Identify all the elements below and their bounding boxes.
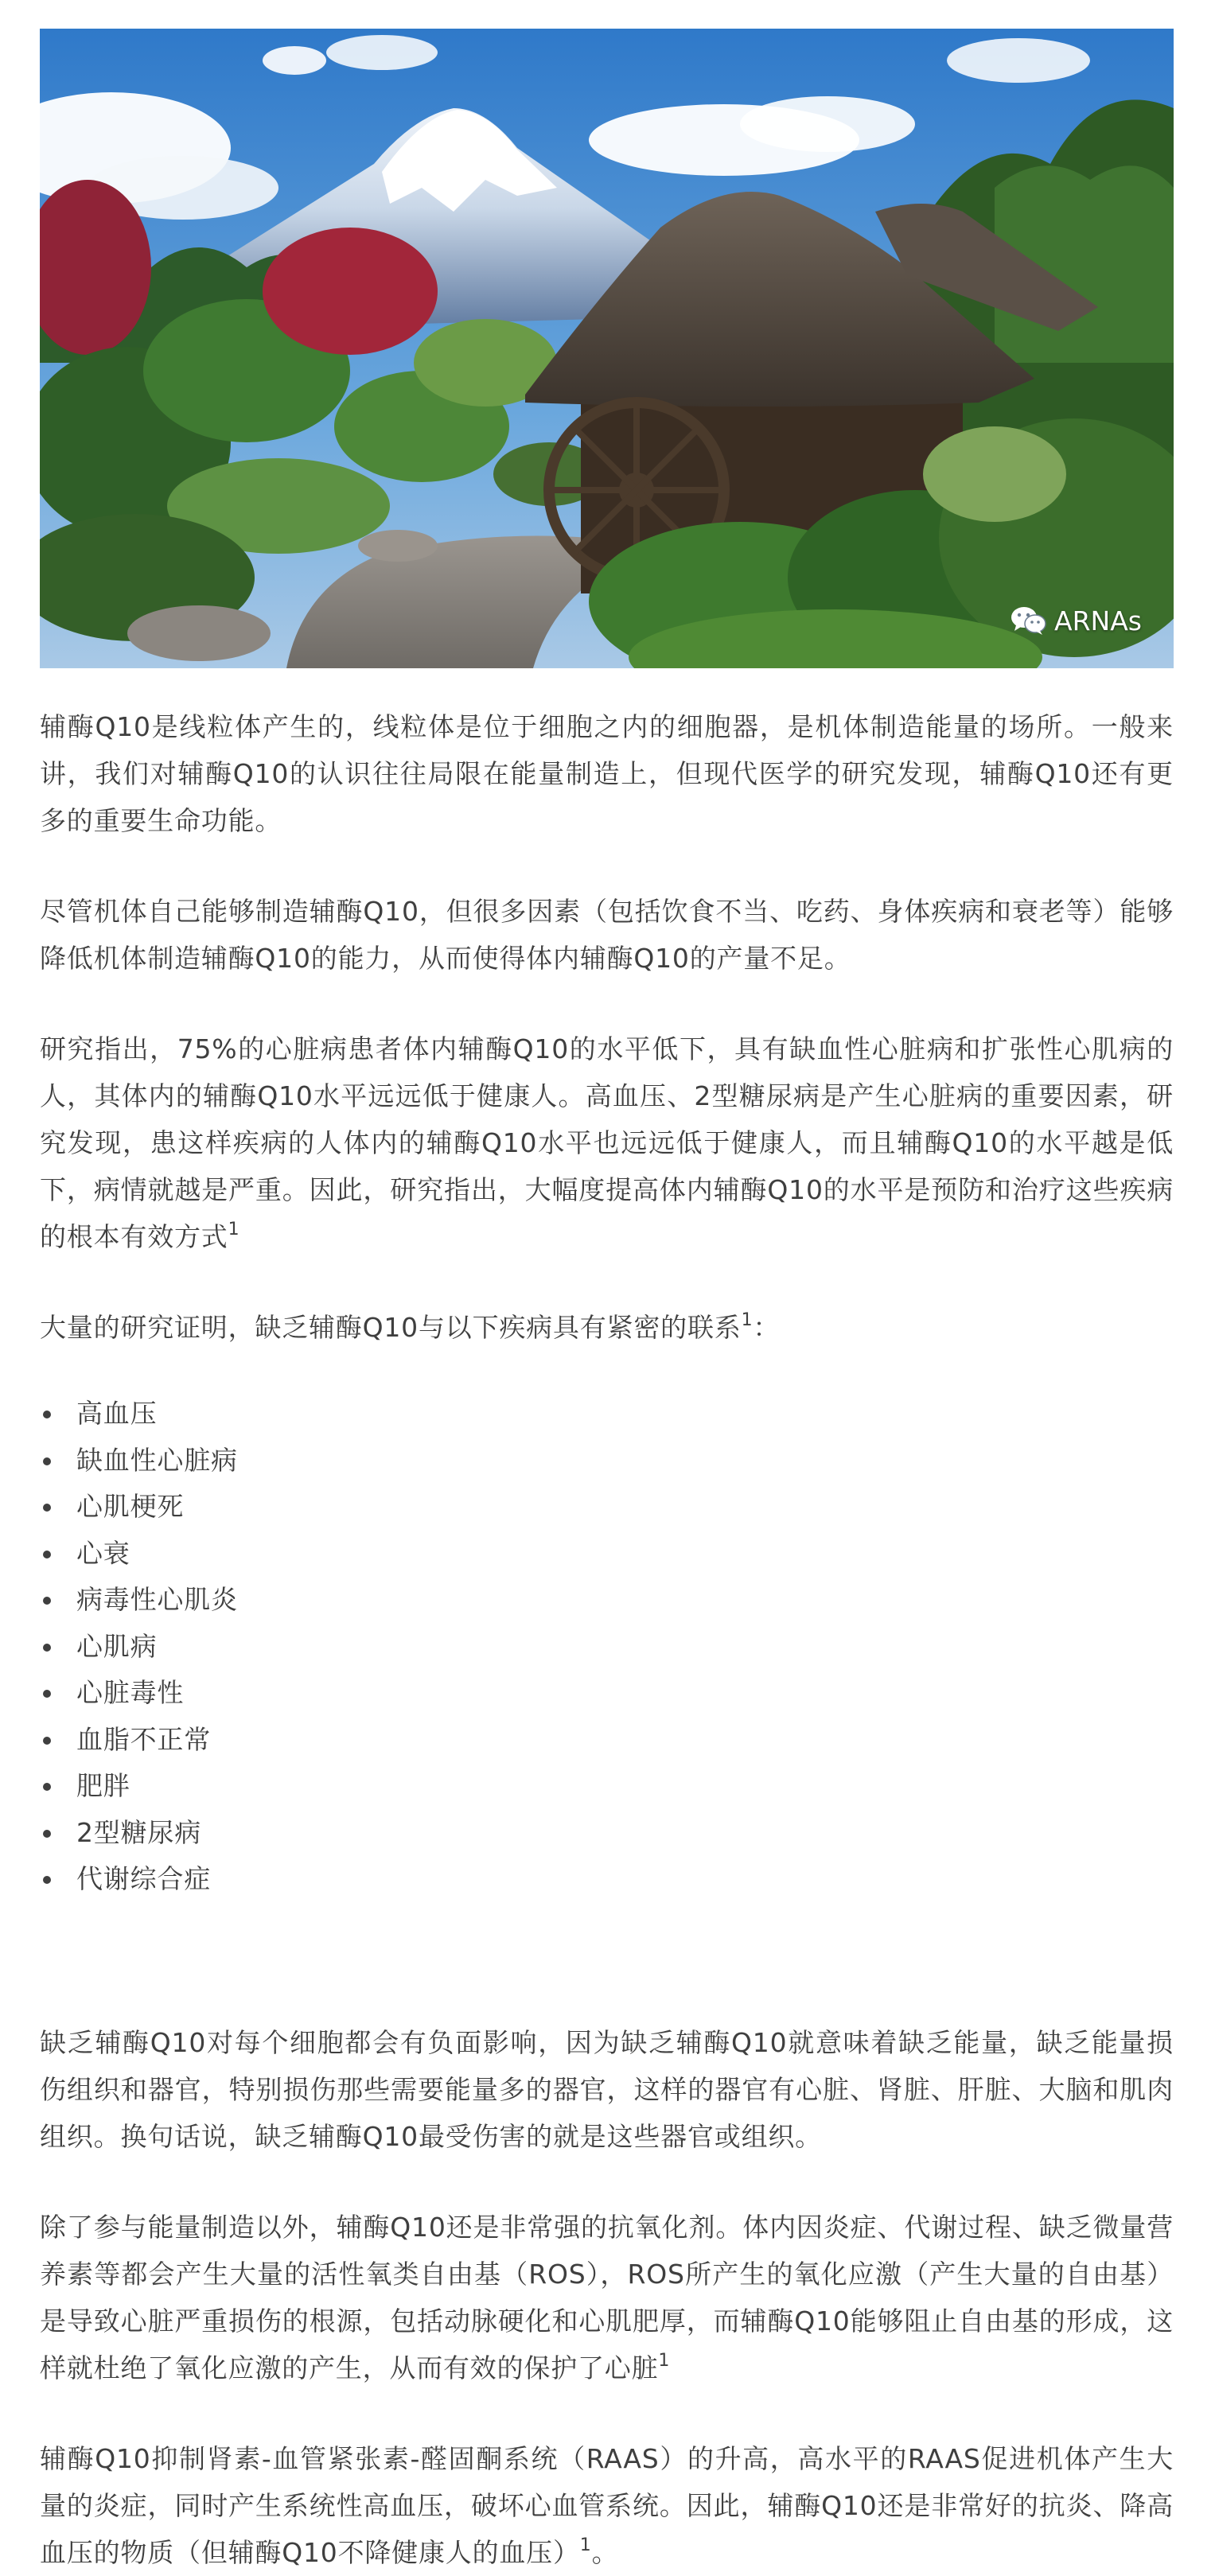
paragraph-antioxidant-text: 除了参与能量制造以外，辅酶Q10还是非常强的抗氧化剂。体内因炎症、代谢过程、缺乏微量营养素等都会产生大量的活性氧类自由基（ROS），ROS所产生的氧化应激（产生大量的自由基）是导致心脏严重损伤的根源，包括动脉硬化和心肌肥厚，而辅酶Q10能够阻止自由基的形成，这样就杜绝了氧化应激的产生，从而有效的保护了心脏 bbox=[40, 2211, 1174, 2383]
hero-image bbox=[40, 29, 1174, 668]
paragraph-deficiency: 缺乏辅酶Q10对每个细胞都会有负面影响，因为缺乏辅酶Q10就意味着缺乏能量，缺乏能量损伤组织和器官，特别损伤那些需要能量多的器官，这样的器官有心脏、肾脏、肝脏、大脑和肌肉组织。换句话说，缺乏辅酶Q10最受伤害的就是这些器官或组织。 bbox=[40, 2026, 1174, 2152]
list-item: 心脏毒性 bbox=[40, 1670, 1174, 1717]
list-item: 高血压 bbox=[40, 1391, 1174, 1438]
footnote-ref[interactable]: 1 bbox=[228, 1220, 240, 1239]
list-item: 心肌病 bbox=[40, 1624, 1174, 1671]
footnote-ref[interactable]: 1 bbox=[579, 2535, 592, 2555]
list-item: 心衰 bbox=[40, 1531, 1174, 1578]
paragraph-research-text: 研究指出，75%的心脏病患者体内辅酶Q10的水平低下，具有缺血性心脏病和扩张性心肌病的人，其体内的辅酶Q10水平远远低于健康人。高血压、2型糖尿病是产生心脏病的重要因素，研究发现，患这样疾病的人体内的辅酶Q10水平也远远低于健康人，而且辅酶Q10的水平越是低下，病情就越是严重。因此，研究指出，大幅度提高体内辅酶Q10的水平是预防和治疗这些疾病的根本有效方式 bbox=[40, 1033, 1174, 1252]
list-item: 2型糖尿病 bbox=[40, 1810, 1174, 1857]
wechat-icon bbox=[1010, 605, 1048, 636]
watermark bbox=[1010, 605, 1142, 636]
paragraph-antioxidant bbox=[40, 2204, 1174, 2391]
list-item: 血脂不正常 bbox=[40, 1717, 1174, 1764]
paragraph-raas-period: 。 bbox=[591, 2536, 619, 2568]
article bbox=[40, 29, 1174, 2576]
paragraph-factors: 尽管机体自己能够制造辅酶Q10，但很多因素（包括饮食不当、吃药、身体疾病和衰老等）能够降低机体制造辅酶Q10的能力，从而使得体内辅酶Q10的产量不足。 bbox=[40, 896, 1174, 974]
footnote-ref[interactable]: 1 bbox=[741, 1310, 754, 1330]
hero-photo bbox=[40, 29, 1174, 668]
paragraph-list-intro-colon: ： bbox=[753, 1312, 781, 1343]
paragraph-raas-text: 辅酶Q10抑制肾素-血管紧张素-醛固酮系统（RAAS）的升高，高水平的RAAS促进机体产生大量的炎症，同时产生系统性高血压，破坏心血管系统。因此，辅酶Q10还是非常好的抗炎、降高血压的物质（但辅酶Q10不降健康人的血压） bbox=[40, 2442, 1174, 2568]
list-item: 缺血性心脏病 bbox=[40, 1438, 1174, 1485]
list-item: 病毒性心肌炎 bbox=[40, 1577, 1174, 1624]
watermark-text: ARNAs bbox=[1054, 605, 1142, 636]
disease-list bbox=[40, 1391, 1174, 1903]
paragraph-intro: 辅酶Q10是线粒体产生的，线粒体是位于细胞之内的细胞器，是机体制造能量的场所。一般来讲，我们对辅酶Q10的认识往往局限在能量制造上，但现代医学的研究发现，辅酶Q10还有更多的重要生命功能。 bbox=[40, 711, 1174, 836]
footnote-ref[interactable]: 1 bbox=[658, 2350, 671, 2371]
paragraph-list-intro-text: 大量的研究证明，缺乏辅酶Q10与以下疾病具有紧密的联系 bbox=[40, 1312, 742, 1343]
paragraph-research bbox=[40, 1025, 1174, 1260]
list-item: 肥胖 bbox=[40, 1763, 1174, 1810]
list-item: 代谢综合症 bbox=[40, 1856, 1174, 1903]
paragraph-list-intro bbox=[40, 1304, 1174, 1351]
list-item: 心肌梗死 bbox=[40, 1484, 1174, 1531]
